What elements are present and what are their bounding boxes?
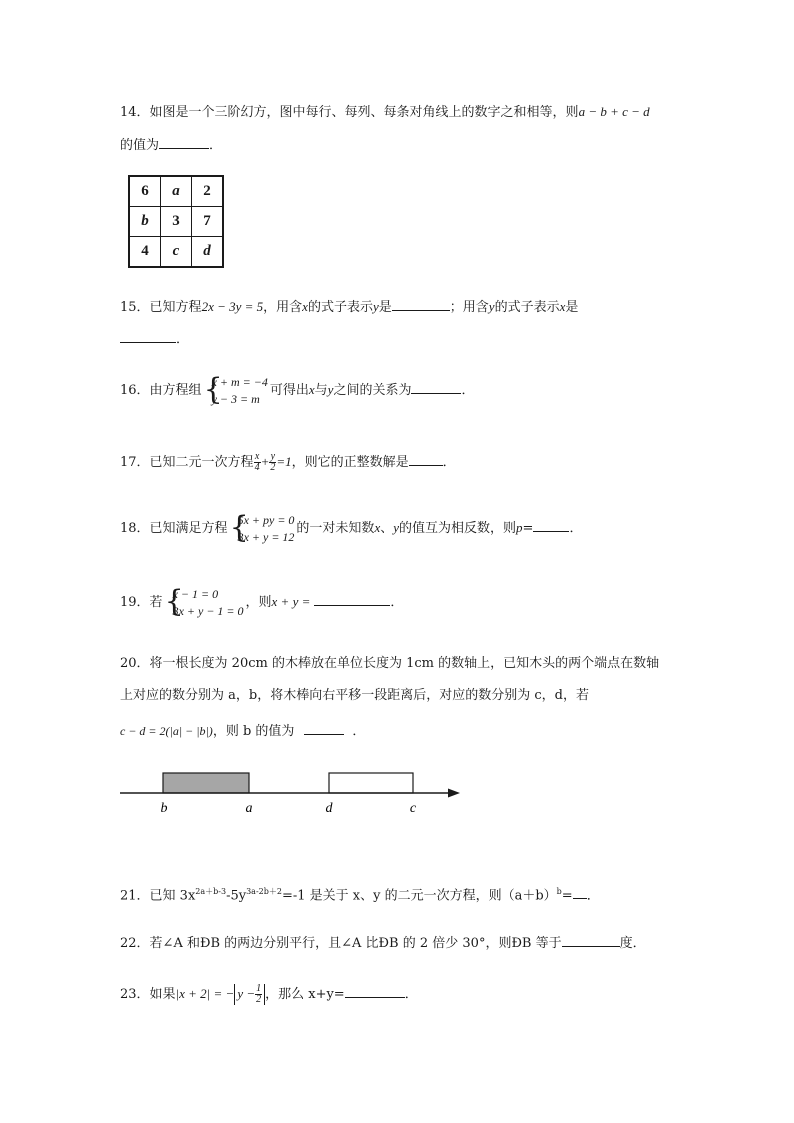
q18-text: 的值互为相反数，则	[399, 521, 517, 536]
q21-end: ．	[586, 888, 600, 904]
question-21	[120, 882, 600, 906]
brace-icon: {	[164, 583, 184, 619]
q15-text: 已知方程	[149, 300, 202, 315]
fraction-numerator: x	[254, 451, 260, 462]
q23-y-term: y −	[237, 986, 256, 1001]
label-d: d	[325, 801, 333, 816]
question-16	[120, 370, 474, 411]
q20-text: 上对应的数分别为 a，b，将木棒向右平移一段距离后，对应的数分别为 c，d，若	[120, 688, 589, 703]
q15-text: ；用含	[449, 300, 489, 315]
q21-exponent: 2a＋b-3	[195, 887, 227, 896]
q17-text: 已知二元一次方程	[149, 455, 254, 470]
q15-var: x	[559, 299, 566, 314]
label-b: b	[160, 801, 168, 816]
q15-text: 的式子表示	[307, 300, 373, 315]
q21-exponent: 3a-2b＋2	[246, 887, 282, 896]
question-14	[120, 102, 650, 123]
question-15-line2	[120, 328, 189, 350]
q18-var: y	[393, 520, 400, 535]
question-20-line2	[120, 686, 589, 706]
q20-expression: c − d = 2(|a| − |b|)	[120, 724, 213, 738]
abs-value-group	[234, 984, 265, 1005]
question-23	[120, 976, 418, 1013]
grid-cell: 7	[192, 207, 224, 237]
q15-text: ，用含	[263, 300, 303, 315]
q16-var: x	[308, 382, 315, 397]
label-a: a	[245, 801, 253, 816]
grid-cell: c	[161, 237, 192, 268]
q19-text: 若	[149, 595, 163, 610]
q18-end: ．	[569, 521, 583, 536]
question-17	[120, 448, 456, 477]
q20-end: ．	[352, 724, 366, 739]
q15-text: 是	[565, 300, 579, 315]
fraction	[255, 984, 262, 1005]
system-line: 3x + y = 12	[237, 529, 295, 544]
q19-end: ．	[390, 595, 404, 610]
q15-var: y	[372, 299, 379, 314]
number-line-diagram	[118, 765, 468, 829]
grid-cell: 6	[129, 176, 161, 207]
question-20-line3	[120, 720, 365, 742]
q15-number: 15．	[120, 300, 150, 315]
q20-text: ，则 b 的值为	[212, 724, 295, 739]
answer-blank[interactable]	[533, 517, 569, 532]
q18-text: =	[522, 521, 534, 536]
q21-exponent: b	[556, 887, 562, 896]
q16-text: 由方程组	[149, 383, 202, 398]
q15-var: x	[302, 299, 308, 314]
equation-system	[229, 509, 295, 546]
q16-text: 可得出	[269, 383, 309, 398]
q16-end: ．	[461, 383, 475, 398]
number-line-svg	[118, 765, 468, 825]
q14-text2: 的值为	[120, 138, 160, 153]
q21-number: 21．	[120, 888, 150, 904]
question-15	[120, 296, 578, 318]
grid-cell: b	[129, 207, 161, 237]
q15-text: 的式子表示	[494, 300, 560, 315]
q15-text: 是	[378, 300, 392, 315]
grid-cell: 2	[192, 176, 224, 207]
q18-var: p	[516, 520, 523, 535]
q17-end: ．	[442, 455, 456, 470]
q16-var: y	[327, 382, 334, 397]
question-20	[120, 654, 659, 674]
system-line: x + m = −4	[211, 374, 268, 389]
q22-end: 度．	[619, 936, 646, 951]
answer-blank[interactable]	[345, 983, 405, 998]
q19-number: 19．	[120, 595, 150, 610]
q14-expression: a − b + c − d	[578, 104, 650, 119]
fraction-denominator: 2	[256, 994, 262, 1005]
answer-blank[interactable]	[392, 296, 450, 311]
equals-one: =1	[276, 454, 292, 469]
fraction-denominator: 2	[270, 462, 276, 473]
grid-cell: d	[192, 237, 224, 268]
rod-before-shift	[163, 773, 249, 793]
q18-var: x	[374, 520, 381, 535]
answer-blank[interactable]	[120, 328, 176, 343]
answer-blank[interactable]	[411, 379, 461, 394]
magic-square-grid	[128, 175, 224, 268]
q22-number: 22．	[120, 936, 150, 951]
label-c: c	[409, 801, 417, 816]
q15-equation: 2x − 3y = 5	[201, 299, 264, 314]
fraction	[254, 452, 261, 473]
question-18	[120, 508, 582, 549]
grid-cell: 3	[161, 207, 192, 237]
question-19	[120, 582, 403, 623]
q14-end: ．	[209, 138, 223, 153]
q23-number: 23．	[120, 987, 150, 1002]
answer-blank[interactable]	[409, 451, 443, 466]
q18-text: 、	[380, 521, 394, 536]
q15-var: y	[488, 299, 495, 314]
q21-text: 已知 3x	[149, 888, 196, 904]
answer-blank[interactable]	[304, 720, 344, 735]
system-line: 3x + y − 1 = 0	[172, 603, 244, 618]
rod-after-shift	[329, 773, 413, 793]
q23-text: ，那么 x+y=	[265, 987, 345, 1002]
equation-system	[203, 371, 268, 408]
brace-icon: {	[203, 371, 223, 407]
q23-expression: |x + 2| = −	[175, 986, 235, 1001]
q18-text: 的一对未知数	[296, 521, 375, 536]
question-22	[120, 932, 646, 954]
brace-icon: {	[229, 509, 249, 545]
fraction-numerator: y	[270, 451, 276, 462]
answer-blank[interactable]	[314, 591, 390, 606]
question-14-line2	[120, 134, 222, 156]
equation-system	[164, 583, 244, 620]
fraction-numerator: 1	[256, 983, 262, 994]
q23-text: 如果	[149, 987, 176, 1002]
q21-text: =-1 是关于 x、y 的二元一次方程，则（a＋b）	[281, 888, 557, 904]
q23-end: ．	[404, 987, 418, 1002]
q16-text: 与	[314, 383, 328, 398]
q20-number: 20．	[120, 656, 150, 671]
q16-text: 之间的关系为	[333, 383, 412, 398]
q19-expression: x + y =	[271, 594, 311, 609]
system-line: x − 1 = 0	[172, 586, 219, 601]
q17-number: 17．	[120, 455, 150, 470]
q21-text: =	[561, 888, 573, 904]
q16-number: 16．	[120, 383, 150, 398]
answer-blank[interactable]	[573, 884, 587, 899]
q18-number: 18．	[120, 521, 150, 536]
fraction-denominator: 4	[254, 462, 260, 473]
q14-text: 如图是一个三阶幻方，图中每行、每列、每条对角线上的数字之和相等，则	[149, 105, 579, 120]
q21-text: -5y	[226, 888, 247, 904]
q14-number: 14．	[120, 105, 150, 120]
q20-text: 将一根长度为 20cm 的木棒放在单位长度为 1cm 的数轴上，已知木头的两个端点在数轴	[149, 656, 660, 671]
q22-text: 若∠A 和ÐB 的两边分别平行，且∠A 比ÐB 的 2 倍少 30°，则ÐB 等于	[149, 936, 562, 951]
q19-text: ，则	[245, 595, 272, 610]
grid-cell: 4	[129, 237, 161, 268]
system-line: 5x + py = 0	[237, 512, 295, 527]
q17-text: ，则它的正整数解是	[291, 455, 409, 470]
plus-sign: +	[260, 454, 270, 469]
system-line: y − 3 = m	[211, 391, 260, 406]
answer-blank[interactable]	[159, 134, 209, 149]
q18-text: 已知满足方程	[149, 521, 228, 536]
q15-end: ．	[176, 332, 190, 347]
arrow-icon	[448, 789, 460, 798]
grid-cell: a	[161, 176, 192, 207]
answer-blank[interactable]	[562, 932, 620, 947]
